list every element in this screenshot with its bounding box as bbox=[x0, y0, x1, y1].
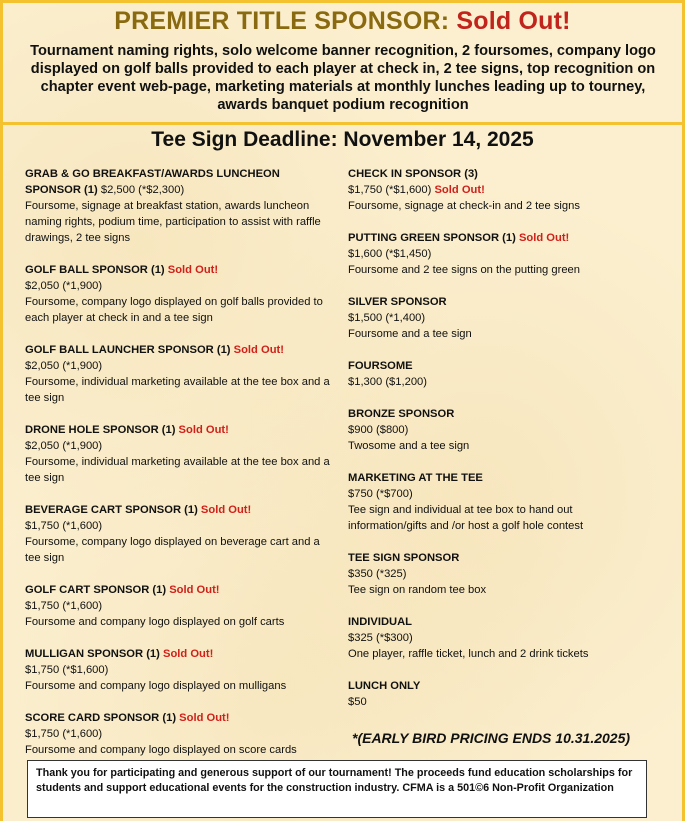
sponsor-description: Tee sign and individual at tee box to hand out information/gifts and /or host a golf hole contest bbox=[348, 504, 584, 532]
sponsor-price: $2,050 (*1,900) bbox=[25, 440, 103, 452]
sponsor-description: One player, raffle ticket, lunch and 2 drink tickets bbox=[348, 648, 589, 660]
sponsor-heading bbox=[348, 470, 648, 486]
sponsor-price-line bbox=[25, 662, 337, 678]
sponsor-item bbox=[25, 646, 337, 694]
sponsor-name: BRONZE SPONSOR bbox=[348, 408, 455, 420]
sponsor-description: Tee sign on random tee box bbox=[348, 584, 487, 596]
sponsor-description: Twosome and a tee sign bbox=[348, 440, 470, 452]
sponsor-name: DRONE HOLE SPONSOR (1) bbox=[25, 424, 176, 436]
sponsor-heading bbox=[25, 502, 337, 518]
premier-title bbox=[3, 7, 682, 36]
sponsor-price: $750 (*$700) bbox=[348, 488, 413, 500]
sponsor-description: Foursome, individual marketing available at the tee box and a tee sign bbox=[25, 376, 330, 404]
sponsor-description: Foursome and 2 tee signs on the putting green bbox=[348, 264, 580, 276]
sponsor-heading bbox=[25, 342, 337, 358]
sponsor-item bbox=[348, 358, 648, 390]
sponsor-price-line bbox=[25, 278, 337, 294]
sponsor-name: MARKETING AT THE TEE bbox=[348, 472, 483, 484]
sponsor-name: SILVER SPONSOR bbox=[348, 296, 447, 308]
sponsor-name: GOLF BALL SPONSOR (1) bbox=[25, 264, 165, 276]
sponsor-price-line bbox=[348, 246, 648, 262]
sponsor-description: Foursome and company logo displayed on score cards bbox=[25, 744, 297, 756]
sponsor-name: GRAB & GO BREAKFAST/AWARDS LUNCHEON SPONSOR (1) bbox=[25, 168, 280, 196]
sponsor-name: LUNCH ONLY bbox=[348, 680, 421, 692]
sponsor-description: Foursome, signage at breakfast station, awards luncheon naming rights, podium time, participation to assist with raffle drawings, 2 tee signs bbox=[25, 200, 321, 244]
sponsor-description: Foursome and a tee sign bbox=[348, 328, 472, 340]
sponsor-price-line bbox=[25, 598, 337, 614]
sponsor-price-line bbox=[348, 694, 648, 710]
premier-sold-out: Sold Out! bbox=[456, 7, 571, 35]
sponsor-price-line bbox=[348, 630, 648, 646]
sponsor-price-line bbox=[348, 310, 648, 326]
sponsor-price-line bbox=[348, 182, 648, 198]
sponsor-price: $1,300 ($1,200) bbox=[348, 376, 427, 388]
sponsor-item bbox=[25, 262, 337, 326]
sponsor-heading bbox=[25, 166, 337, 198]
sponsor-price: $1,750 (*1,600) bbox=[25, 600, 103, 612]
sponsor-description: Foursome, company logo displayed on beverage cart and a tee sign bbox=[25, 536, 320, 564]
sponsor-heading bbox=[25, 710, 337, 726]
sponsor-item bbox=[348, 470, 648, 534]
sponsor-price: $1,750 (*1,600) bbox=[25, 728, 103, 740]
sponsor-price-line bbox=[348, 566, 648, 582]
sponsor-item bbox=[25, 582, 337, 630]
sold-out-label: Sold Out! bbox=[200, 504, 252, 516]
sponsor-price-line bbox=[348, 486, 648, 502]
sponsor-price: $325 (*$300) bbox=[348, 632, 413, 644]
sponsor-price: $1,750 (*1,600) bbox=[25, 520, 103, 532]
sponsor-item bbox=[25, 166, 337, 246]
sponsor-price-line bbox=[25, 438, 337, 454]
sponsor-name: BEVERAGE CART SPONSOR (1) bbox=[25, 504, 198, 516]
sold-out-label: Sold Out! bbox=[162, 648, 214, 660]
sold-out-label: Sold Out! bbox=[233, 344, 284, 356]
sponsor-heading bbox=[348, 230, 648, 246]
sponsor-name: CHECK IN SPONSOR (3) bbox=[348, 168, 478, 180]
sponsor-description: Foursome, signage at check-in and 2 tee signs bbox=[348, 200, 580, 212]
left-sponsor-column bbox=[25, 166, 337, 774]
sponsor-price: $900 ($800) bbox=[348, 424, 409, 436]
sponsor-description: Foursome, individual marketing available at the tee box and a tee sign bbox=[25, 456, 330, 484]
sponsor-description: Foursome, company logo displayed on golf balls provided to each player at check in and a tee sign bbox=[25, 296, 323, 324]
sponsor-price: $350 (*325) bbox=[348, 568, 407, 580]
sponsor-item bbox=[348, 614, 648, 662]
right-sponsor-column bbox=[348, 166, 648, 726]
sponsor-name: SCORE CARD SPONSOR (1) bbox=[25, 712, 177, 724]
sponsor-item bbox=[348, 550, 648, 598]
sponsor-item bbox=[25, 422, 337, 486]
sponsor-name: FOURSOME bbox=[348, 360, 413, 372]
sponsor-price: $2,050 (*1,900) bbox=[25, 360, 103, 372]
sponsor-price-line bbox=[348, 422, 648, 438]
sponsor-heading bbox=[348, 678, 648, 694]
sponsor-item bbox=[348, 678, 648, 710]
sponsor-item bbox=[25, 710, 337, 758]
sponsor-heading bbox=[348, 294, 648, 310]
sold-out-label: Sold Out! bbox=[169, 584, 220, 596]
sponsor-price-line bbox=[25, 518, 337, 534]
sold-out-label: Sold Out! bbox=[434, 184, 485, 196]
sponsor-heading bbox=[348, 166, 648, 182]
sponsor-heading bbox=[348, 406, 648, 422]
sponsor-description: Foursome and company logo displayed on mulligans bbox=[25, 680, 287, 692]
sponsor-price: $50 bbox=[348, 696, 367, 708]
premier-description: Tournament naming rights, solo welcome banner recognition, 2 foursomes, company logo displayed on golf balls provided to each player at check in, 2 tee signs, top recognition on chapter event web-page, marketing materials at monthly lunches leading up to tourney, awards banquet podium recognition bbox=[30, 43, 656, 113]
sponsor-heading bbox=[25, 422, 337, 438]
sponsor-heading bbox=[348, 358, 648, 374]
sponsor-item bbox=[348, 406, 648, 454]
sponsor-price: $1,600 (*$1,450) bbox=[348, 248, 432, 260]
sponsor-price: $1,500 (*1,400) bbox=[348, 312, 426, 324]
middle-gold-rule bbox=[3, 122, 682, 125]
sponsor-heading bbox=[348, 614, 648, 630]
sponsor-price-line bbox=[348, 374, 648, 390]
sponsor-name: GOLF BALL LAUNCHER SPONSOR (1) bbox=[25, 344, 231, 356]
sponsor-description: Foursome and company logo displayed on golf carts bbox=[25, 616, 285, 628]
sponsor-price-line bbox=[25, 358, 337, 374]
sold-out-label: Sold Out! bbox=[178, 424, 229, 436]
sponsor-name: GOLF CART SPONSOR (1) bbox=[25, 584, 167, 596]
sponsor-name: PUTTING GREEN SPONSOR (1) bbox=[348, 232, 516, 244]
sponsor-item bbox=[25, 342, 337, 406]
sponsor-heading bbox=[25, 582, 337, 598]
sponsor-price: $1,750 (*$1,600) bbox=[25, 664, 109, 676]
sponsor-name: MULLIGAN SPONSOR (1) bbox=[25, 648, 160, 660]
sponsor-price-line bbox=[25, 726, 337, 742]
top-gold-rule bbox=[3, 0, 682, 3]
sold-out-label: Sold Out! bbox=[167, 264, 219, 276]
early-bird-note: *(EARLY BIRD PRICING ENDS 10.31.2025) bbox=[352, 730, 631, 746]
thank-you-box: Thank you for participating and generous support of our tournament! The proceeds fund education scholarships for students and support educational events for the construction industry. CFMA is a 501©6 Non-Profit Organization bbox=[27, 760, 647, 818]
sponsor-item bbox=[348, 166, 648, 214]
sponsor-price: $1,750 (*$1,600) bbox=[348, 184, 432, 196]
sponsor-heading bbox=[25, 646, 337, 662]
sponsor-item bbox=[348, 230, 648, 278]
premier-title-label: PREMIER TITLE SPONSOR: bbox=[114, 7, 450, 35]
sponsor-item bbox=[25, 502, 337, 566]
sold-out-label: Sold Out! bbox=[518, 232, 570, 244]
sponsor-name: INDIVIDUAL bbox=[348, 616, 413, 628]
sold-out-label: Sold Out! bbox=[179, 712, 230, 724]
sponsor-name: TEE SIGN SPONSOR bbox=[348, 552, 460, 564]
tee-sign-deadline: Tee Sign Deadline: November 14, 2025 bbox=[151, 128, 534, 151]
sponsor-heading bbox=[25, 262, 337, 278]
sponsor-heading bbox=[348, 550, 648, 566]
sponsor-item bbox=[348, 294, 648, 342]
sponsor-price: $2,500 (*$2,300) bbox=[97, 184, 185, 196]
sponsor-price: $2,050 (*1,900) bbox=[25, 280, 103, 292]
